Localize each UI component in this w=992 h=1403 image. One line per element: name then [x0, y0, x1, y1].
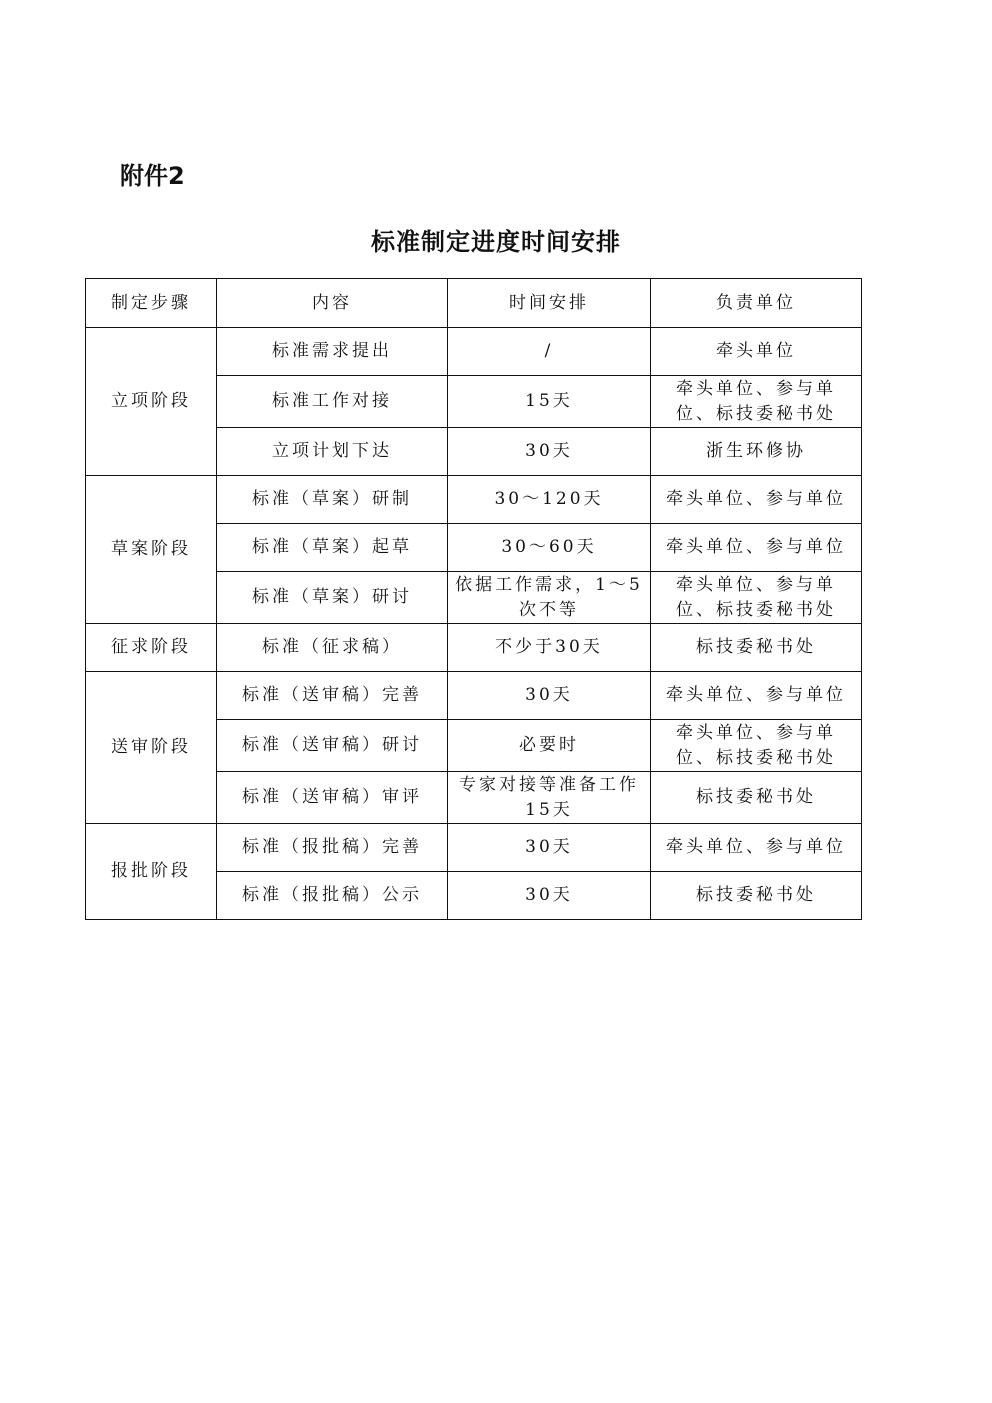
time-cell: 15天: [448, 376, 651, 428]
unit-cell: 标技委秘书处: [651, 872, 862, 920]
content-cell: 标准（送审稿）审评: [217, 772, 448, 824]
unit-cell: 牵头单位、参与单位: [651, 672, 862, 720]
time-cell: 30～120天: [448, 476, 651, 524]
content-cell: 标准（草案）研讨: [217, 572, 448, 624]
time-cell: 专家对接等准备工作15天: [448, 772, 651, 824]
header-unit: 负责单位: [651, 279, 862, 328]
time-cell: 30天: [448, 672, 651, 720]
time-cell: 依据工作需求，1～5次不等: [448, 572, 651, 624]
unit-cell: 标技委秘书处: [651, 624, 862, 672]
time-cell: 30～60天: [448, 524, 651, 572]
time-cell: 30天: [448, 428, 651, 476]
attachment-label: 附件2: [120, 162, 185, 190]
stage-cell: 立项阶段: [86, 328, 217, 476]
time-cell: 不少于30天: [448, 624, 651, 672]
content-cell: 标准需求提出: [217, 328, 448, 376]
unit-cell: 浙生环修协: [651, 428, 862, 476]
time-cell: 30天: [448, 872, 651, 920]
header-content: 内容: [217, 279, 448, 328]
unit-cell: 牵头单位、参与单位: [651, 824, 862, 872]
header-time: 时间安排: [448, 279, 651, 328]
table-row: [86, 624, 862, 672]
document-title: 标准制定进度时间安排: [371, 228, 621, 256]
table-row: [86, 476, 862, 524]
table-row: [86, 328, 862, 376]
unit-cell: 牵头单位: [651, 328, 862, 376]
time-cell: /: [448, 328, 651, 376]
table-header-row: [86, 279, 862, 328]
table-row: [86, 672, 862, 720]
time-cell: 30天: [448, 824, 651, 872]
unit-cell: 标技委秘书处: [651, 772, 862, 824]
unit-cell: 牵头单位、参与单位: [651, 476, 862, 524]
stage-cell: 草案阶段: [86, 476, 217, 624]
unit-cell: 牵头单位、参与单位: [651, 524, 862, 572]
table-row: [86, 824, 862, 872]
time-cell: 必要时: [448, 720, 651, 772]
content-cell: 立项计划下达: [217, 428, 448, 476]
unit-cell: 牵头单位、参与单位、标技委秘书处: [651, 720, 862, 772]
unit-cell: 牵头单位、参与单位、标技委秘书处: [651, 572, 862, 624]
stage-cell: 送审阶段: [86, 672, 217, 824]
schedule-table: [85, 278, 862, 920]
content-cell: 标准（草案）研制: [217, 476, 448, 524]
content-cell: 标准（报批稿）完善: [217, 824, 448, 872]
content-cell: 标准工作对接: [217, 376, 448, 428]
stage-cell: 报批阶段: [86, 824, 217, 920]
content-cell: 标准（送审稿）研讨: [217, 720, 448, 772]
content-cell: 标准（草案）起草: [217, 524, 448, 572]
unit-cell: 牵头单位、参与单位、标技委秘书处: [651, 376, 862, 428]
content-cell: 标准（报批稿）公示: [217, 872, 448, 920]
header-step: 制定步骤: [86, 279, 217, 328]
content-cell: 标准（征求稿）: [217, 624, 448, 672]
content-cell: 标准（送审稿）完善: [217, 672, 448, 720]
stage-cell: 征求阶段: [86, 624, 217, 672]
